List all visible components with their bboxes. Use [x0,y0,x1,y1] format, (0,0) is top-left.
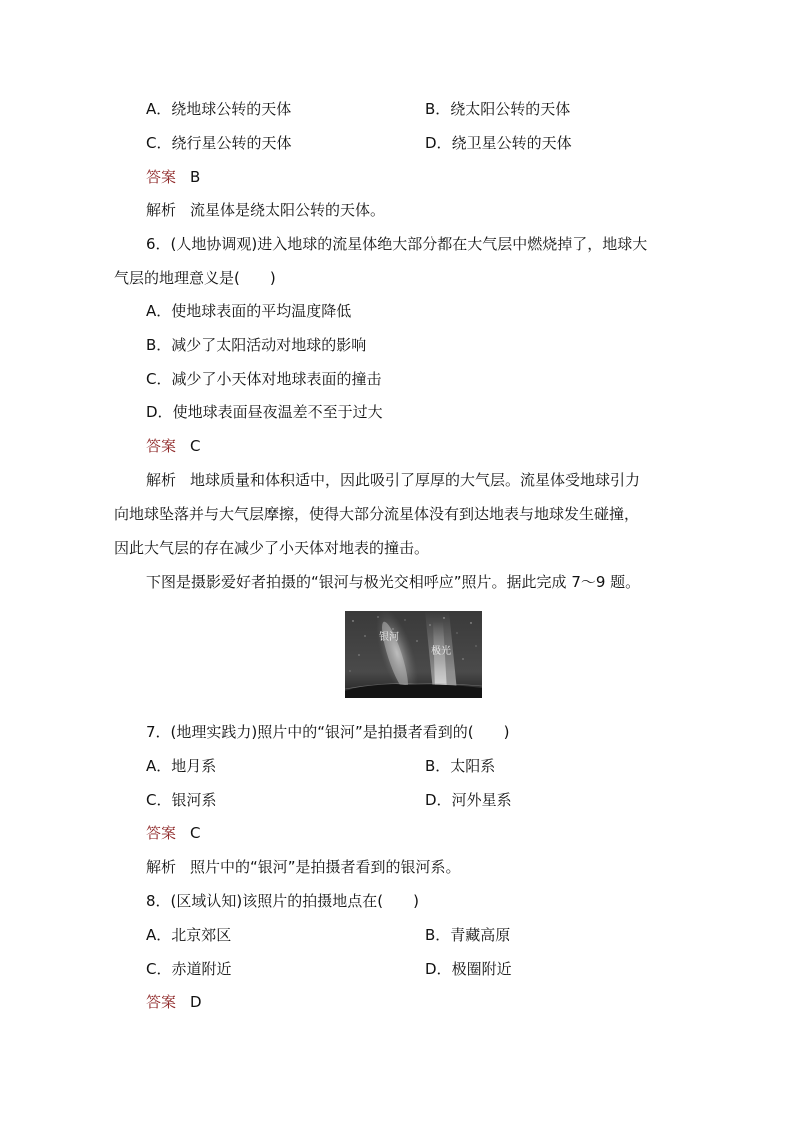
aurora-label: 极光 [431,646,451,657]
night-sky-image [345,611,482,698]
answer-label: 答案 [146,168,177,186]
q5-answer: 答案 B [146,168,201,186]
q7-stem: 7．(地理实践力)照片中的“银河”是拍摄者看到的( ) [146,723,510,741]
q6-answer: 答案 C [146,437,201,455]
q5-analysis: 解析 流星体是绕太阳公转的天体。 [146,201,386,219]
q7-option-a: A．地月系 [146,757,217,775]
q6-option-b: B．减少了太阳活动对地球的影响 [146,336,367,354]
q5-option-b: B．绕太阳公转的天体 [425,100,571,118]
q5-option-a: A．绕地球公转的天体 [146,100,292,118]
q6-stem-line-1: 6．(人地协调观)进入地球的流星体绝大部分都在大气层中燃烧掉了，地球大 [146,235,648,253]
q7-answer: 答案 C [146,824,201,842]
q6-stem-line-2: 气层的地理意义是( ) [114,269,276,287]
photo-intro: 下图是摄影爱好者拍摄的“银河与极光交相呼应”照片。据此完成 7～9 题。 [146,573,641,591]
answer-label: 答案 [146,824,177,842]
q6-analysis-line-2: 向地球坠落并与大气层摩擦，使得大部分流星体没有到达地表与地球发生碰撞， [114,505,640,523]
q6-analysis-line-1: 解析 地球质量和体积适中，因此吸引了厚厚的大气层。流星体受地球引力 [146,471,641,489]
q5-option-c: C．绕行星公转的天体 [146,134,292,152]
q8-option-b: B．青藏高原 [425,926,511,944]
q7-option-d: D．河外星系 [425,791,512,809]
milky-way-aurora-photo [345,611,482,698]
q8-answer: 答案 D [146,993,202,1011]
q5-option-d: D．绕卫星公转的天体 [425,134,572,152]
milky-way-label: 银河 [379,632,399,643]
q6-option-d: D．使地球表面昼夜温差不至于过大 [146,403,383,421]
q6-option-c: C．减少了小天体对地球表面的撞击 [146,370,382,388]
answer-label: 答案 [146,437,177,455]
q7-option-c: C．银河系 [146,791,217,809]
q7-analysis: 解析 照片中的“银河”是拍摄者看到的银河系。 [146,858,461,876]
q6-option-a: A．使地球表面的平均温度降低 [146,302,352,320]
q8-option-a: A．北京郊区 [146,926,232,944]
q8-option-d: D．极圈附近 [425,960,512,978]
q7-option-b: B．太阳系 [425,757,496,775]
answer-label: 答案 [146,993,177,1011]
q6-analysis-line-3: 因此大气层的存在减少了小天体对地表的撞击。 [114,539,430,557]
q8-stem: 8．(区域认知)该照片的拍摄地点在( ) [146,892,419,910]
q8-option-c: C．赤道附近 [146,960,232,978]
